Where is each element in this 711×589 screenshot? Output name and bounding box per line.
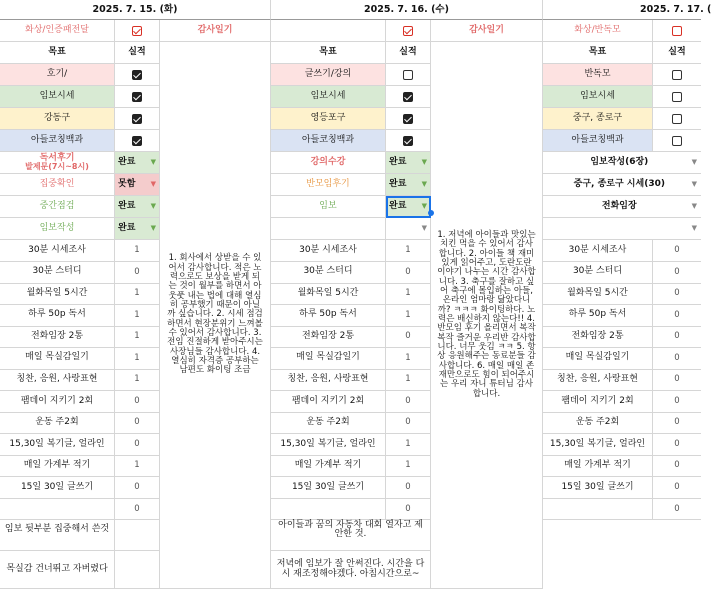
day3-result-header: 실적 [653,42,701,64]
checkbox-checked-icon [403,136,413,146]
day1-goal-header: 목표 [0,42,115,64]
dropdown-value: 중구, 종로구 시세(30) [573,178,665,189]
dropdown-arrow-icon: ▼ [691,223,697,232]
day2-goal-row: 임보시세 [271,86,386,108]
day2-status-label: 반모임후기 [271,174,386,196]
metric-label: 매일 가계부 적기 [0,455,115,477]
day2-goal-row: 아들코칭백과 [271,130,386,152]
dropdown-value: 전화임장 [601,200,637,211]
day2-top-checkbox[interactable] [386,20,431,42]
dropdown-value: 임보작성(6장) [590,156,649,167]
dropdown-arrow-icon: ▼ [150,157,156,166]
checkbox-checked-icon [132,26,142,36]
metric-value[interactable]: 0 [386,412,431,434]
day2-note: 저녁에 임보가 잘 안써진다. 시간을 다시 재조정해야겠다. 아침시간으로~ [271,551,431,589]
metric-label: 운동 주2회 [543,412,653,434]
metric-value[interactable]: 0 [653,434,701,456]
day3-dropdown[interactable] [543,152,701,174]
metric-value[interactable]: 1 [386,305,431,327]
metric-value[interactable]: 0 [653,326,701,348]
metric-label: 30분 시세조사 [543,240,653,262]
dropdown-arrow-icon: ▼ [421,157,427,166]
day3-checkbox[interactable] [653,86,701,108]
metric-label: 전화임장 2통 [543,326,653,348]
metric-value[interactable]: 1 [386,369,431,391]
checkbox-empty-icon [672,26,682,36]
metric-label: 하루 50p 독서 [0,305,115,327]
metric-label: 15일 30일 글쓰기 [0,477,115,499]
metric-label: 칭찬, 응원, 사랑표현 [0,369,115,391]
metric-value[interactable]: 0 [653,455,701,477]
metric-value[interactable]: 0 [115,434,160,456]
day1-status-label: 중간점검 [0,196,115,218]
metric-value[interactable]: 0 [386,326,431,348]
metric-label: 월화목일 5시간 [543,283,653,305]
metric-value[interactable]: 0 [386,262,431,284]
metric-label: 칭찬, 응원, 사랑표현 [543,369,653,391]
day2-goal-header: 목표 [271,42,386,64]
metric-label: 운동 주2회 [0,412,115,434]
day1-checkbox[interactable] [115,130,160,152]
metric-label: 15,30일 복기글, 얼라인 [0,434,115,456]
day2-checkbox[interactable] [386,108,431,130]
day1-goal-row: 호기/ [0,64,115,86]
metric-value[interactable]: 0 [386,477,431,499]
metric-label: 하루 50p 독서 [543,305,653,327]
day2-status-select-active[interactable] [386,196,431,218]
metric-value[interactable]: 0 [653,369,701,391]
metric-value[interactable]: 1 [115,283,160,305]
checkbox-empty-icon [672,92,682,102]
metric-value[interactable]: 0 [653,477,701,499]
day2-status-select[interactable] [386,174,431,196]
dropdown-arrow-icon: ▼ [421,201,427,210]
dropdown-arrow-icon: ▼ [691,179,697,188]
metric-label: 30분 스터디 [271,262,386,284]
day1-goal-row: 강동구 [0,108,115,130]
checkbox-checked-icon [132,92,142,102]
day1-note-blank [115,510,160,551]
status-value: 완료 [389,178,407,189]
metric-value[interactable]: 1 [115,369,160,391]
checkbox-checked-icon [403,26,413,36]
day3-checkbox[interactable] [653,64,701,86]
metric-value[interactable]: 0 [653,262,701,284]
day2-gratitude-text[interactable]: 1. 저녁에 아이들과 맛있는 치킨 먹을 수 있어서 감사합니다. 2. 아이들 책 재미있게 읽어주고, 도란도란 이야기 나누는 시간 감사합니다. 3. 축구를 잘하고 싶어 축구에 몰입하는 아들, 온라인 엄마랑 닮았다니까? ㅋㅋㅋ 화이팅하다. 노력은 배신하지 않는다!! 4. 반모임 후기 올리면서 복작복작 즐거운 우리반 감사합니다. 너무 웃김 ㅋㅋ 5. 항상 응원해주는 동료분들 감사합니다. 6. 매일 매일 존재만으로도 힘이 되어주시는 우리 자니 튜터님 감사합니다. [431,42,543,589]
day1-goal-row: 아들코칭백과 [0,130,115,152]
day1-date-header: 2025. 7. 15. (화) [0,0,271,20]
metric-value[interactable]: 0 [115,498,160,520]
metric-label: 30분 시세조사 [271,240,386,262]
day2-top-label [271,20,386,42]
metric-label: 매일 가계부 적기 [271,455,386,477]
metric-label: 15일 30일 글쓰기 [543,477,653,499]
day1-status-label: 임보작성 [0,218,115,240]
metric-value[interactable]: 0 [115,412,160,434]
day1-status-select[interactable] [115,174,160,196]
day1-note: 목실감 건너뛰고 자버렸다 [0,551,115,589]
dropdown-arrow-icon: ▼ [421,223,427,232]
metric-label: 월화목일 5시간 [271,283,386,305]
day2-status-select[interactable] [386,218,431,240]
metric-value[interactable]: 1 [386,283,431,305]
metric-value[interactable]: 1 [115,305,160,327]
day3-goal-row: 아들코칭백과 [543,130,653,152]
day1-status-label: 집중확인 [0,174,115,196]
checkbox-checked-icon [132,114,142,124]
day3-dropdown[interactable] [543,196,701,218]
day2-date-header: 2025. 7. 16. (수) [271,0,543,20]
metric-label: 15일 30일 글쓰기 [271,477,386,499]
metric-value[interactable]: 1 [115,348,160,370]
status-value: 완료 [118,156,136,167]
metric-label: 팸데이 지키기 2회 [0,391,115,413]
checkbox-empty-icon [672,70,682,80]
metric-label: 전화임장 2통 [0,326,115,348]
metric-value[interactable]: 1 [386,348,431,370]
checkbox-checked-icon [403,92,413,102]
status-value: 못함 [118,178,136,189]
dropdown-arrow-icon: ▼ [691,201,697,210]
day1-status-label [0,152,115,174]
metric-label: 30분 스터디 [543,262,653,284]
metric-label: 하루 50p 독서 [271,305,386,327]
day2-checkbox[interactable] [386,130,431,152]
metric-label: 칭찬, 응원, 사랑표현 [271,369,386,391]
day2-goal-row: 글쓰기/강의 [271,64,386,86]
metric-label: 월화목일 5시간 [0,283,115,305]
metric-label: 매일 목실감일기 [543,348,653,370]
day1-status-select[interactable] [115,152,160,174]
day1-top-label: 화상/인증패전달 [0,20,115,42]
metric-label: 운동 주2회 [271,412,386,434]
day3-goal-row: 반독모 [543,64,653,86]
dropdown-arrow-icon: ▼ [691,157,697,166]
day2-status-select[interactable] [386,152,431,174]
day3-checkbox[interactable] [653,130,701,152]
dropdown-arrow-icon: ▼ [150,179,156,188]
checkbox-empty-icon [672,114,682,124]
day3-date-header: 2025. 7. 17. ( [543,0,701,20]
checkbox-checked-icon [132,70,142,80]
day1-status-label-sub: 발제문(7시~8시) [25,162,89,172]
dropdown-arrow-icon: ▼ [150,201,156,210]
dropdown-arrow-icon: ▼ [150,223,156,232]
day3-goal-row: 임보시세 [543,86,653,108]
metric-value[interactable]: 0 [115,391,160,413]
metric-value[interactable]: 0 [653,283,701,305]
metric-value[interactable]: 0 [653,391,701,413]
metric-label: 팸데이 지키기 2회 [271,391,386,413]
day2-checkbox[interactable] [386,64,431,86]
checkbox-checked-icon [132,136,142,146]
day1-gratitude-label: 감사일기 [160,20,271,42]
metric-label: 매일 가계부 적기 [543,455,653,477]
metric-value[interactable]: 0 [653,498,701,520]
day1-goal-row: 임보시세 [0,86,115,108]
day3-dropdown[interactable] [543,174,701,196]
day1-note: 임보 뒷부분 집중해서 쓴것 [0,510,115,551]
day3-checkbox[interactable] [653,108,701,130]
day1-status-select[interactable] [115,218,160,240]
day1-gratitude-text[interactable]: 1. 회사에서 상받을 수 있어서 감사합니다. 적은 노력으로도 보상을 받게 되는 것이 월부를 하면서 아웃풋 내는 법에 대해 열심히 공부했기 때문이 아닐까 싶습니다. 2. 시세 점검하면서 현장분위기 느껴볼수 있어서 감사합니다. 3. 전임 진절하게 받아주시는 사장님들 감사합니다. 4. 열심히 자격증 공부하는 남편도 화이팅 조금 [160,42,271,589]
metric-value[interactable]: 0 [115,262,160,284]
checkbox-empty-icon [403,70,413,80]
status-value: 완료 [118,200,136,211]
metric-value[interactable]: 1 [386,434,431,456]
metric-value[interactable]: 0 [386,498,431,520]
dropdown-arrow-icon: ▼ [421,179,427,188]
day3-goal-row: 중구, 종로구 [543,108,653,130]
metric-value[interactable]: 1 [115,455,160,477]
metric-value[interactable]: 0 [653,240,701,262]
metric-label: 매일 목실감일기 [0,348,115,370]
metric-value[interactable]: 0 [653,348,701,370]
day2-checkbox[interactable] [386,86,431,108]
metric-label: 팸데이 지키기 2회 [543,391,653,413]
day1-status-select[interactable] [115,196,160,218]
day3-goal-header: 목표 [543,42,653,64]
metric-label: 30분 스터디 [0,262,115,284]
checkbox-empty-icon [672,136,682,146]
metric-label: 매일 목실감일기 [271,348,386,370]
day1-note-blank [115,551,160,589]
day2-status-label [271,218,386,240]
day3-dropdown[interactable] [543,218,701,240]
day2-result-header: 실적 [386,42,431,64]
metric-label [543,498,653,520]
day1-checkbox[interactable] [115,64,160,86]
metric-value[interactable]: 0 [115,477,160,499]
status-value: 완료 [118,222,136,233]
status-value: 완료 [389,200,407,211]
metric-value[interactable]: 0 [653,305,701,327]
day3-top-label: 화상/반독모 [543,20,653,42]
metric-value[interactable]: 1 [386,240,431,262]
day1-top-checkbox[interactable] [115,20,160,42]
day1-status-label-main: 독서후기 [39,152,75,163]
day1-checkbox[interactable] [115,108,160,130]
day1-result-header: 실적 [115,42,160,64]
metric-value[interactable]: 1 [386,455,431,477]
metric-value[interactable]: 1 [115,240,160,262]
metric-value[interactable]: 1 [115,326,160,348]
metric-label: 15,30일 복기글, 얼라인 [543,434,653,456]
day2-goal-row: 영등포구 [271,108,386,130]
metric-label: 15,30일 복기글, 얼라인 [271,434,386,456]
day2-status-label: 강의수강 [271,152,386,174]
metric-value[interactable]: 0 [386,391,431,413]
metric-label: 전화임장 2통 [271,326,386,348]
metric-value[interactable]: 0 [653,412,701,434]
day2-status-label: 임보 [271,196,386,218]
checkbox-checked-icon [403,114,413,124]
day2-gratitude-label: 감사일기 [431,20,543,42]
metric-label: 30분 시세조사 [0,240,115,262]
day3-top-checkbox[interactable] [653,20,701,42]
day1-checkbox[interactable] [115,86,160,108]
status-value: 완료 [389,156,407,167]
day2-note: 아이들과 꿈의 자동차 대회 열자고 제안한 것. [271,510,431,551]
